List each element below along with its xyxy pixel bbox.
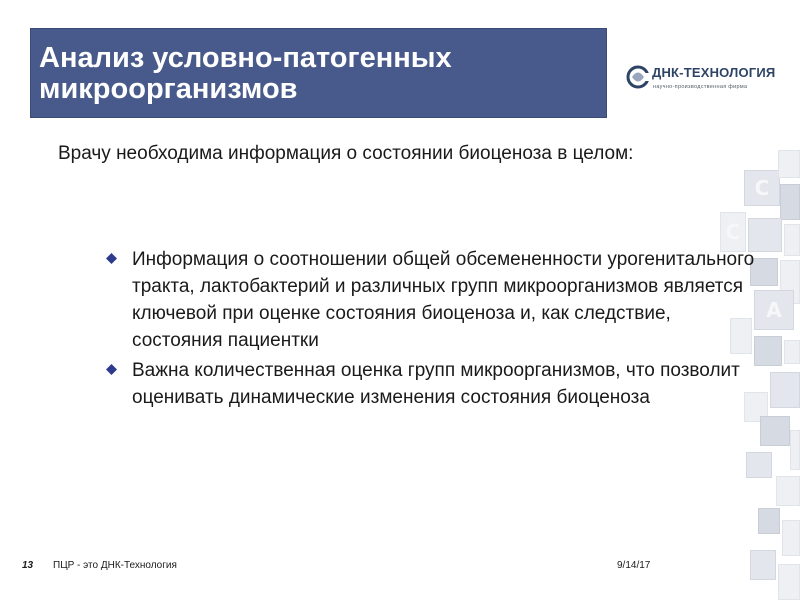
mosaic-tile	[778, 150, 800, 178]
mosaic-tile	[758, 508, 780, 534]
mosaic-tile	[780, 184, 800, 220]
slide-number: 13	[22, 560, 34, 571]
company-logo	[626, 62, 776, 98]
mosaic-tile	[778, 564, 800, 600]
mosaic-tile: A	[754, 290, 794, 330]
mosaic-tile: C	[744, 170, 780, 206]
logo-name: ДНК-ТЕХНОЛОГИЯ	[652, 65, 776, 80]
footer-date: 9/14/17	[617, 560, 651, 571]
mosaic-tile	[790, 430, 800, 470]
diamond-icon	[106, 364, 117, 375]
title-box	[30, 28, 607, 118]
mosaic-tile	[776, 476, 800, 506]
mosaic-tile	[770, 372, 800, 408]
dna-logo-icon	[626, 64, 652, 90]
bullet-list	[104, 246, 764, 414]
bullet-text: Информация о соотношении общей обсемененности урогенитального тракта, лактобактерий и различных групп микроорганизмов является ключевой при оценке состояния биоценоза и, как следствие, состояния пациентки	[132, 249, 755, 351]
list-item	[104, 246, 764, 354]
logo-subtitle: научно-производственная фирма	[653, 84, 748, 90]
diamond-icon	[106, 253, 117, 264]
intro-text: Врачу необходима информация о состоянии биоценоза в целом:	[58, 143, 634, 164]
list-item	[104, 357, 764, 411]
mosaic-tile	[784, 224, 800, 256]
mosaic-tile	[760, 416, 790, 446]
slide-title: Анализ условно-патогенных микроорганизмов	[39, 42, 452, 105]
mosaic-tile	[782, 520, 800, 556]
bullet-text: Важна количественная оценка групп микроорганизмов, что позволит оценивать динамические изменения состояния биоценоза	[132, 360, 740, 408]
mosaic-tile	[784, 340, 800, 364]
footer-text: ПЦР - это ДНК-Технология	[53, 560, 177, 571]
mosaic-tile: C	[720, 212, 746, 252]
mosaic-tile	[750, 550, 776, 580]
mosaic-tile	[746, 452, 772, 478]
